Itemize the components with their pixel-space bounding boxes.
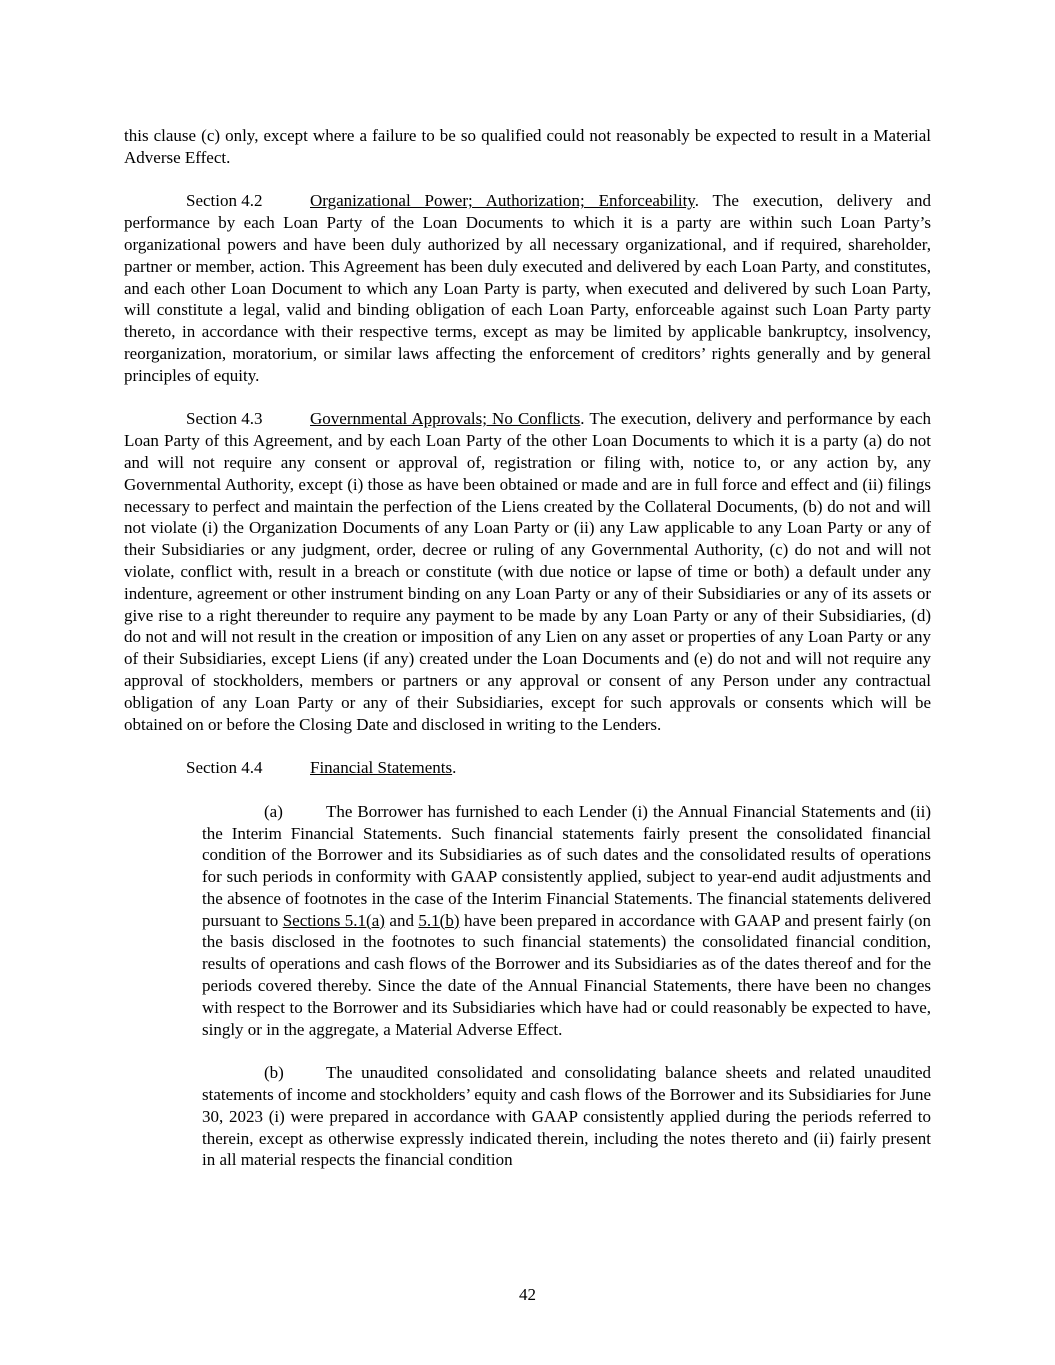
page-number: 42 [519, 1285, 536, 1304]
intro-text: this clause (c) only, except where a failure to be so qualified could not reasonably be expected to result in a Material Adverse Effect. [124, 126, 931, 167]
section-4-2-number: Section 4.2 [186, 191, 263, 211]
section-4-2-title: Organizational Power; Authorization; Enforceability [310, 191, 695, 211]
section-4-4-a-label: (a) [264, 801, 283, 821]
section-4-3 [124, 408, 931, 735]
section-4-4-a-text-3: have been prepared in accordance with GAAP and present fairly (on the basis disclosed in the footnotes to such financial statements) the consolidated financial condition, results of operations and cash flows of the Borrower and its Subsidiaries as of the dates thereof and for the periods covered thereby. Since the date of the Annual Financial Statements, there have been no changes with respect to the Borrower and its Subsidiaries which have had or could reasonably be expected to have, singly or in the aggregate, a Material Adverse Effect. [202, 910, 931, 1039]
section-4-2-body: . The execution, delivery and performance by each Loan Party of the Loan Documents to which it is a party are within such Loan Party’s organizational powers and have been duly authorized by all necessary organizational, and if required, shareholder, partner or member, action. This Agreement has been duly executed and delivered by each Loan Party, and constitutes, and each other Loan Document to which any Loan Party is party, when executed and delivered by such Loan Party, will constitute a legal, valid and binding obligation of each Loan Party, enforceable against such Loan Party party thereto, in accordance with their respective terms, except as may be limited by applicable bankruptcy, insolvency, reorganization, moratorium, or similar laws affecting the enforcement of creditors’ rights generally and by general principles of equity. [124, 191, 931, 385]
page-body [124, 125, 931, 1171]
section-4-4-title: Financial Statements [310, 758, 453, 778]
section-4-4-a [202, 801, 931, 1041]
section-4-3-title: Governmental Approvals; No Conflicts [310, 409, 581, 429]
section-4-4-number: Section 4.4 [186, 758, 263, 778]
section-4-3-number: Section 4.3 [186, 409, 263, 429]
section-5-1b-reference: 5.1(b) [418, 910, 460, 930]
section-4-4-b-text: The unaudited consolidated and consolidating balance sheets and related unaudited statements of income and stockholders’ equity and cash flows of the Borrower and its Subsidiaries for June 30, 2023 (i) were prepared in accordance with GAAP consistently applied during the periods referred to therein, except as otherwise expressly indicated therein, including the notes thereto and (ii) fairly present in all material respects the financial condition [202, 1063, 931, 1170]
intro-paragraph [124, 125, 931, 169]
section-4-3-body: . The execution, delivery and performance by each Loan Party of this Agreement, and by each Loan Party of the other Loan Documents to which it is a party (a) do not and will not require any consent or approval of, registration or filing with, notice to, or any action by, any Governmental Authority, except (i) those as have been obtained or made and are in full force and effect and (ii) filings necessary to perfect and maintain the perfection of the Liens created by the Collateral Documents, (b) do not and will not violate (i) the Organization Documents of any Loan Party or (ii) any Law applicable to any Loan Party or any of their Subsidiaries or any judgment, order, decree or ruling of any Governmental Authority, (c) do not and will not violate, conflict with, result in a breach or constitute (with due notice or lapse of time or both) a default under any indenture, agreement or other instrument binding on any Loan Party or any of their Subsidiaries or any of its assets or give rise to a right thereunder to require any payment to be made by any Loan Party or any of their Subsidiaries, (d) do not and will not result in the creation or imposition of any Lien on any asset or properties of any Loan Party or any of their Subsidiaries, except Liens (if any) created under the Loan Documents and (e) do not and will not require any approval of stockholders, members or partners or any approval or consent of any Person under any contractual obligation of any Loan Party or any of their Subsidiaries, except for such approvals or consents which will be obtained on or before the Closing Date and disclosed in writing to the Lenders. [124, 409, 931, 734]
section-4-4-title-suffix: . [452, 758, 457, 778]
section-5-1a-reference: Sections 5.1(a) [282, 910, 385, 930]
section-4-4-b [202, 1062, 931, 1171]
section-4-4-b-label: (b) [264, 1063, 284, 1083]
section-4-2 [124, 190, 931, 386]
section-4-4-a-text-2: and [384, 910, 419, 930]
section-4-4-heading [124, 757, 931, 779]
section-4-4-a-text-1: The Borrower has furnished to each Lender (i) the Annual Financial Statements and (ii) the Interim Financial Statements. Such financial statements fairly present the consolidated financial condition of the Borrower and its Subsidiaries as of such dates and the consolidated results of operations for such periods in conformity with GAAP consistently applied, subject to year-end audit adjustments and the absence of footnotes in the case of the Interim Financial Statements. The financial statements delivered pursuant to [202, 801, 931, 930]
